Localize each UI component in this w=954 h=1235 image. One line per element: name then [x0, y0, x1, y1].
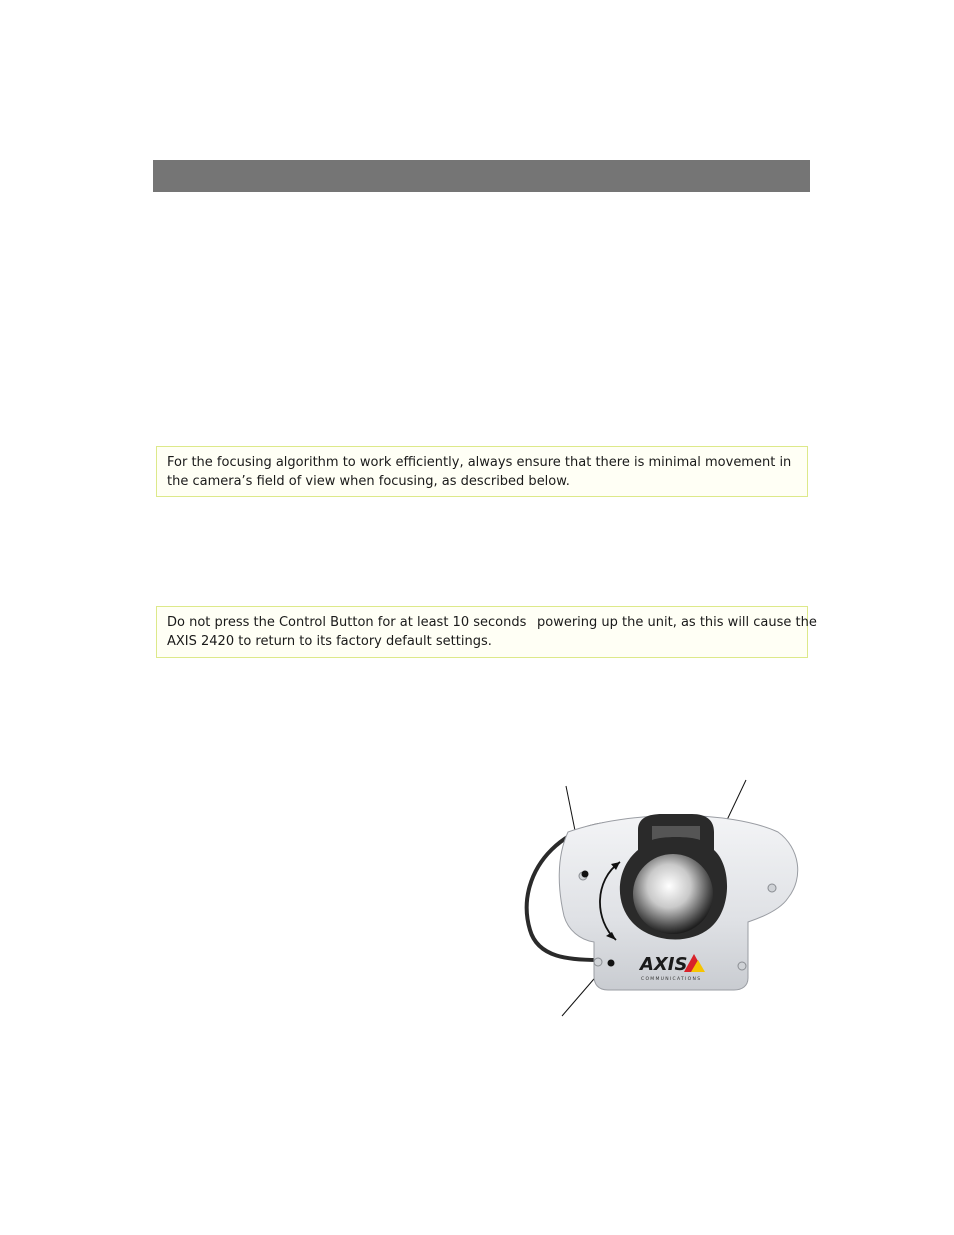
control-button-note-line2: AXIS 2420 to return to its factory default settings. [167, 634, 492, 649]
axis-logo-subtext: COMMUNICATIONS [641, 977, 702, 982]
axis-logo-text: AXIS [640, 954, 688, 975]
control-button-note-box [156, 606, 817, 658]
indicator-hole-top [582, 871, 589, 878]
lens-icon [633, 854, 713, 934]
screw-bottom-left [594, 958, 602, 966]
control-button-note-line1a: Do not press the Control Button for at least 10 seconds [167, 615, 527, 630]
focus-note-text: For the focusing algorithm to work efficiently, always ensure that there is minimal movement in the camera’s field of view when focusing, as described below. [167, 455, 792, 489]
camera-illustration [510, 770, 810, 1020]
focus-note-box [156, 446, 808, 497]
control-button-note-line1b: powering up the unit, as this will cause the [537, 615, 817, 630]
screw-bottom-right [738, 962, 746, 970]
control-button-hole [608, 960, 615, 967]
screw-right [768, 884, 776, 892]
section-header-bar [153, 160, 810, 192]
